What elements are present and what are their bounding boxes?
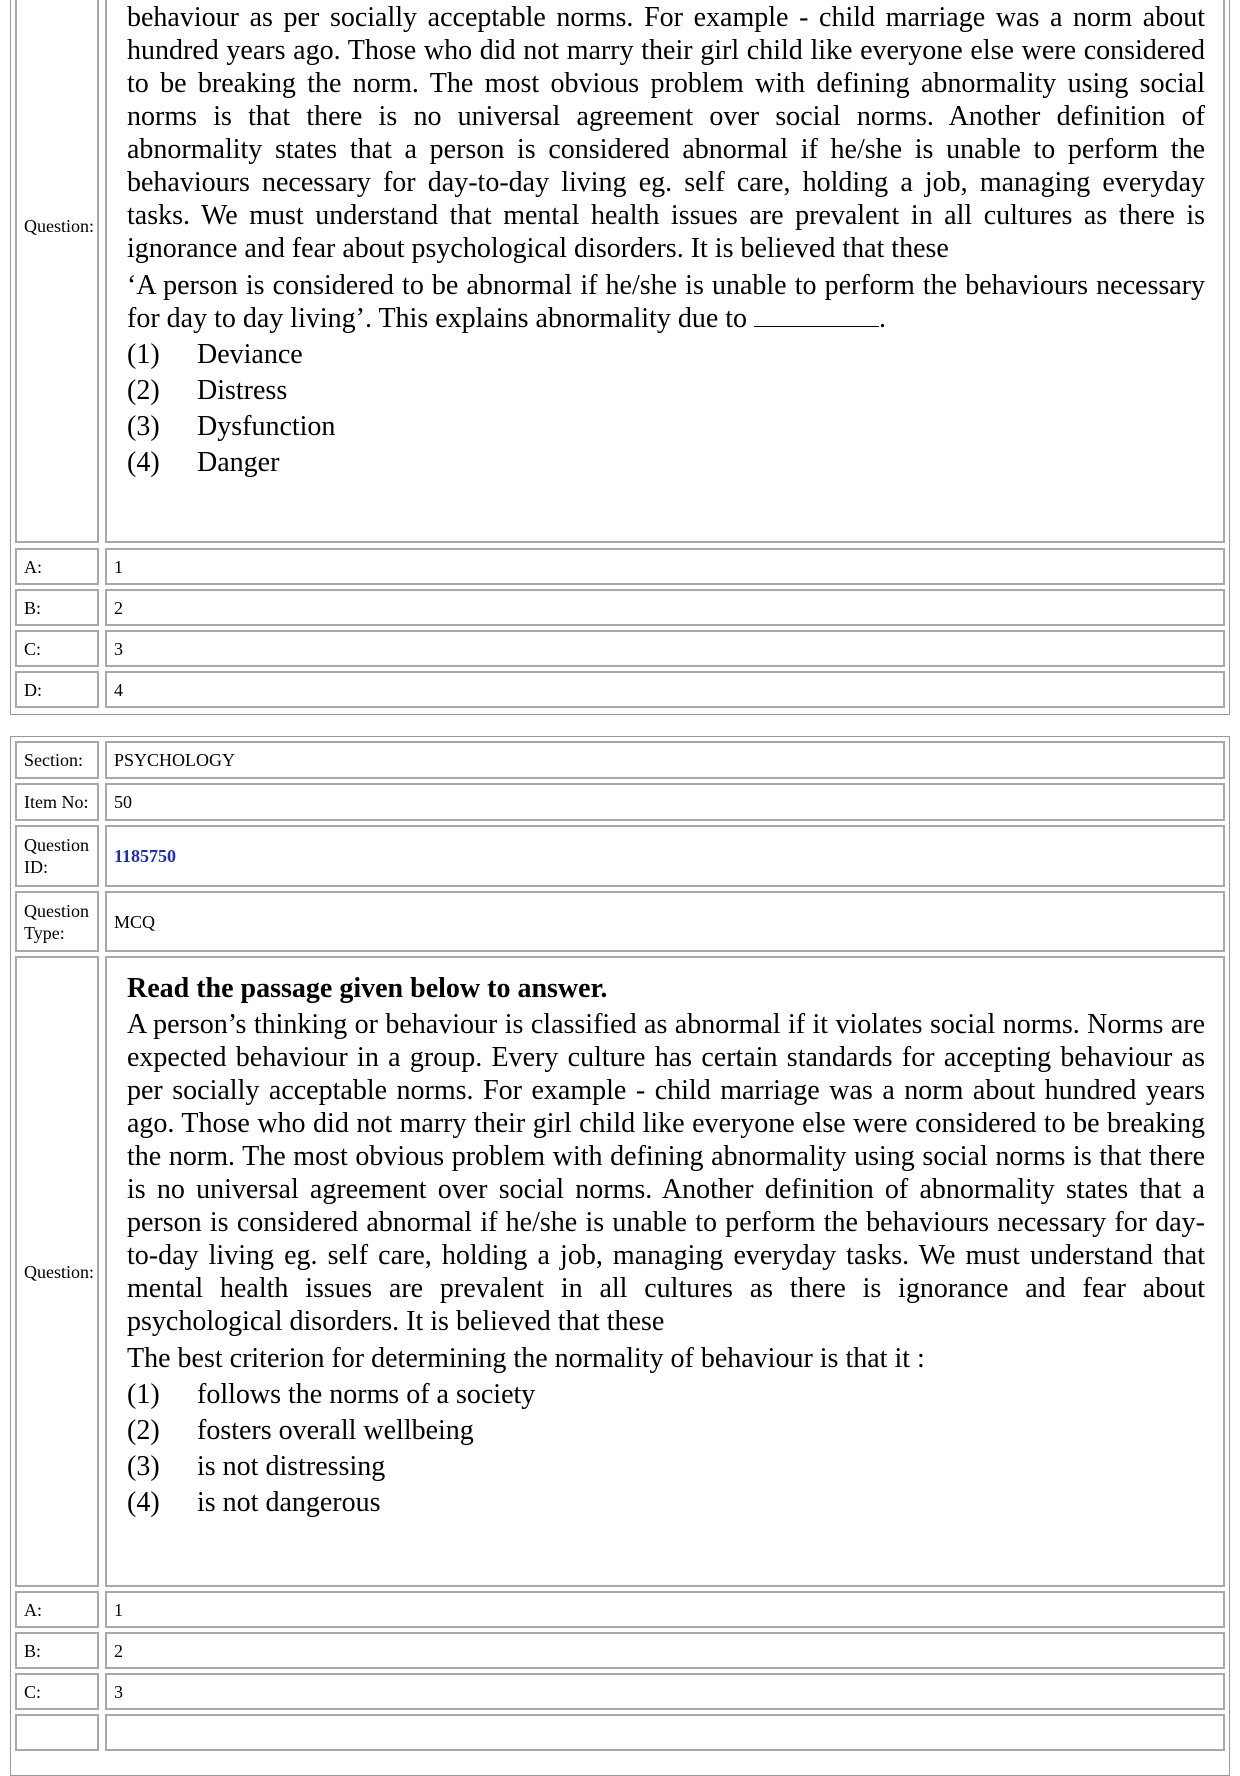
question-row xyxy=(15,956,1225,1587)
question-label: Question: xyxy=(24,1261,94,1282)
option-text: Danger xyxy=(197,447,280,478)
option-text: follows the norms of a society xyxy=(197,1379,536,1410)
answer-row-c xyxy=(15,630,1225,667)
option-text: is not dangerous xyxy=(197,1487,381,1518)
answer-label-cell xyxy=(15,1714,99,1751)
question-block-item-50 xyxy=(10,736,1230,1776)
option-number: (3) xyxy=(127,411,160,442)
answer-label-cell xyxy=(15,1673,99,1710)
item-no-value-cell xyxy=(105,783,1225,821)
answer-row-d-partial xyxy=(15,1714,1225,1751)
answer-row-b xyxy=(15,1632,1225,1669)
answer-value-cell xyxy=(105,1591,1225,1628)
answer-value-cell xyxy=(105,671,1225,708)
question-content-cell xyxy=(105,0,1225,543)
section-value-cell xyxy=(105,741,1225,779)
answer-value-cell xyxy=(105,1632,1225,1669)
answer-value: 4 xyxy=(114,679,123,700)
option-text: fosters overall wellbeing xyxy=(197,1415,474,1446)
answer-label: A: xyxy=(24,556,42,577)
item-no-value: 50 xyxy=(114,792,132,812)
answer-row-c xyxy=(15,1673,1225,1710)
question-label: Question: xyxy=(24,216,94,236)
option-item xyxy=(127,445,1205,481)
question-type-label: Question Type: xyxy=(24,900,89,943)
option-text: is not distressing xyxy=(197,1451,386,1482)
section-label-cell xyxy=(15,741,99,779)
answer-value-cell xyxy=(105,548,1225,585)
answer-label-cell xyxy=(15,1591,99,1628)
question-body xyxy=(127,1,1205,481)
option-item xyxy=(127,337,1205,373)
answer-row-b xyxy=(15,589,1225,626)
question-block-previous xyxy=(10,0,1230,715)
question-label-cell xyxy=(15,0,99,543)
item-no-label: Item No: xyxy=(24,792,89,812)
option-item xyxy=(127,409,1205,445)
option-item xyxy=(127,1449,1205,1485)
question-id-label: Question ID: xyxy=(24,835,89,877)
option-number: (3) xyxy=(127,1451,160,1482)
answer-value: 2 xyxy=(114,1640,123,1661)
option-number: (1) xyxy=(127,1379,160,1410)
passage-heading: Read the passage given below to answer. xyxy=(127,973,608,1004)
answer-label-cell xyxy=(15,548,99,585)
section-row xyxy=(15,741,1225,779)
option-item xyxy=(127,1377,1205,1413)
answer-label: C: xyxy=(24,638,42,659)
answer-value: 3 xyxy=(114,638,123,659)
question-stem: ‘A person is considered to be abnormal if he/she is unable to perform the behaviours necessary for day to day living’. This explains abnormality due to . xyxy=(127,270,1205,334)
option-item xyxy=(127,1413,1205,1449)
passage-text: behaviour as per socially acceptable norms. For example - child marriage was a norm about hundred years ago. Those who did not marry their girl child like everyone else were considered to be breaking the norm. The most obvious problem with defining abnormality using social norms is that there is no universal agreement over social norms. Another definition of abnormality states that a person is considered abnormal if he/she is unable to perform the behaviours necessary for day-to-day living eg. self care, holding a job, managing everyday tasks. We must understand that mental health issues are prevalent in all cultures as there is ignorance and fear about psychological disorders. It is believed that these xyxy=(127,2,1205,264)
question-type-value: MCQ xyxy=(114,911,156,932)
answer-value: 2 xyxy=(114,597,123,618)
answer-value: 1 xyxy=(114,556,123,577)
question-body xyxy=(127,972,1205,1521)
question-label-cell xyxy=(15,956,99,1587)
item-no-row xyxy=(15,783,1225,821)
question-id-value-cell xyxy=(105,825,1225,887)
question-type-row xyxy=(15,891,1225,952)
answer-row-d xyxy=(15,671,1225,708)
answer-row-a xyxy=(15,1591,1225,1628)
option-text: Distress xyxy=(197,375,288,406)
question-content-cell xyxy=(105,956,1225,1587)
option-number: (2) xyxy=(127,375,160,406)
answer-value-cell xyxy=(105,589,1225,626)
question-row xyxy=(15,0,1225,543)
passage-text: A person’s thinking or behaviour is classified as abnormal if it violates social norms. Norms are expected behaviour in a group. Every culture has certain standards for accepting behaviour as per socially acceptable norms. For example - child marriage was a norm about hundred years ago. Those who did not marry their girl child like everyone else were considered to be breaking the norm. The most obvious problem with defining abnormality using social norms is that there is no universal agreement over social norms. Another definition of abnormality states that a person is considered abnormal if he/she is unable to perform the behaviours necessary for day-to-day living eg. self care, holding a job, managing everyday tasks. We must understand that mental health issues are prevalent in all cultures as there is ignorance and fear about psychological disorders. It is believed that these xyxy=(127,1009,1205,1337)
answer-value-cell xyxy=(105,1714,1225,1751)
answer-label: A: xyxy=(24,1599,42,1620)
option-number: (2) xyxy=(127,1415,160,1446)
question-stem: The best criterion for determining the normality of behaviour is that it : xyxy=(127,1343,925,1374)
option-number: (4) xyxy=(127,1487,160,1518)
answer-label: B: xyxy=(24,597,42,618)
question-id-row xyxy=(15,825,1225,887)
answer-label-cell xyxy=(15,1632,99,1669)
option-item xyxy=(127,1485,1205,1521)
section-label: Section: xyxy=(24,750,83,770)
stem-text: ‘A person is considered to be abnormal if he/she is unable to perform the behaviours necessary for day to day living’. This explains abnormality due to xyxy=(127,270,1205,334)
answer-row-a xyxy=(15,548,1225,585)
answer-value: 1 xyxy=(114,1599,123,1620)
answer-label: D: xyxy=(24,679,42,700)
option-number: (1) xyxy=(127,339,160,370)
item-no-label-cell xyxy=(15,783,99,821)
answer-blank xyxy=(754,302,879,327)
answer-value: 3 xyxy=(114,1681,123,1702)
option-number: (4) xyxy=(127,447,160,478)
answer-label-cell xyxy=(15,630,99,667)
answer-label-cell xyxy=(15,589,99,626)
answer-value-cell xyxy=(105,630,1225,667)
question-type-label-cell xyxy=(15,891,99,952)
option-text: Dysfunction xyxy=(197,411,336,442)
answer-value-cell xyxy=(105,1673,1225,1710)
option-item xyxy=(127,373,1205,409)
section-value: PSYCHOLOGY xyxy=(114,750,236,770)
answer-label: B: xyxy=(24,1640,42,1661)
answer-label: C: xyxy=(24,1681,42,1702)
question-id-value: 1185750 xyxy=(114,846,177,866)
question-type-value-cell xyxy=(105,891,1225,952)
question-id-label-cell xyxy=(15,825,99,887)
answer-label-cell xyxy=(15,671,99,708)
option-text: Deviance xyxy=(197,339,303,370)
